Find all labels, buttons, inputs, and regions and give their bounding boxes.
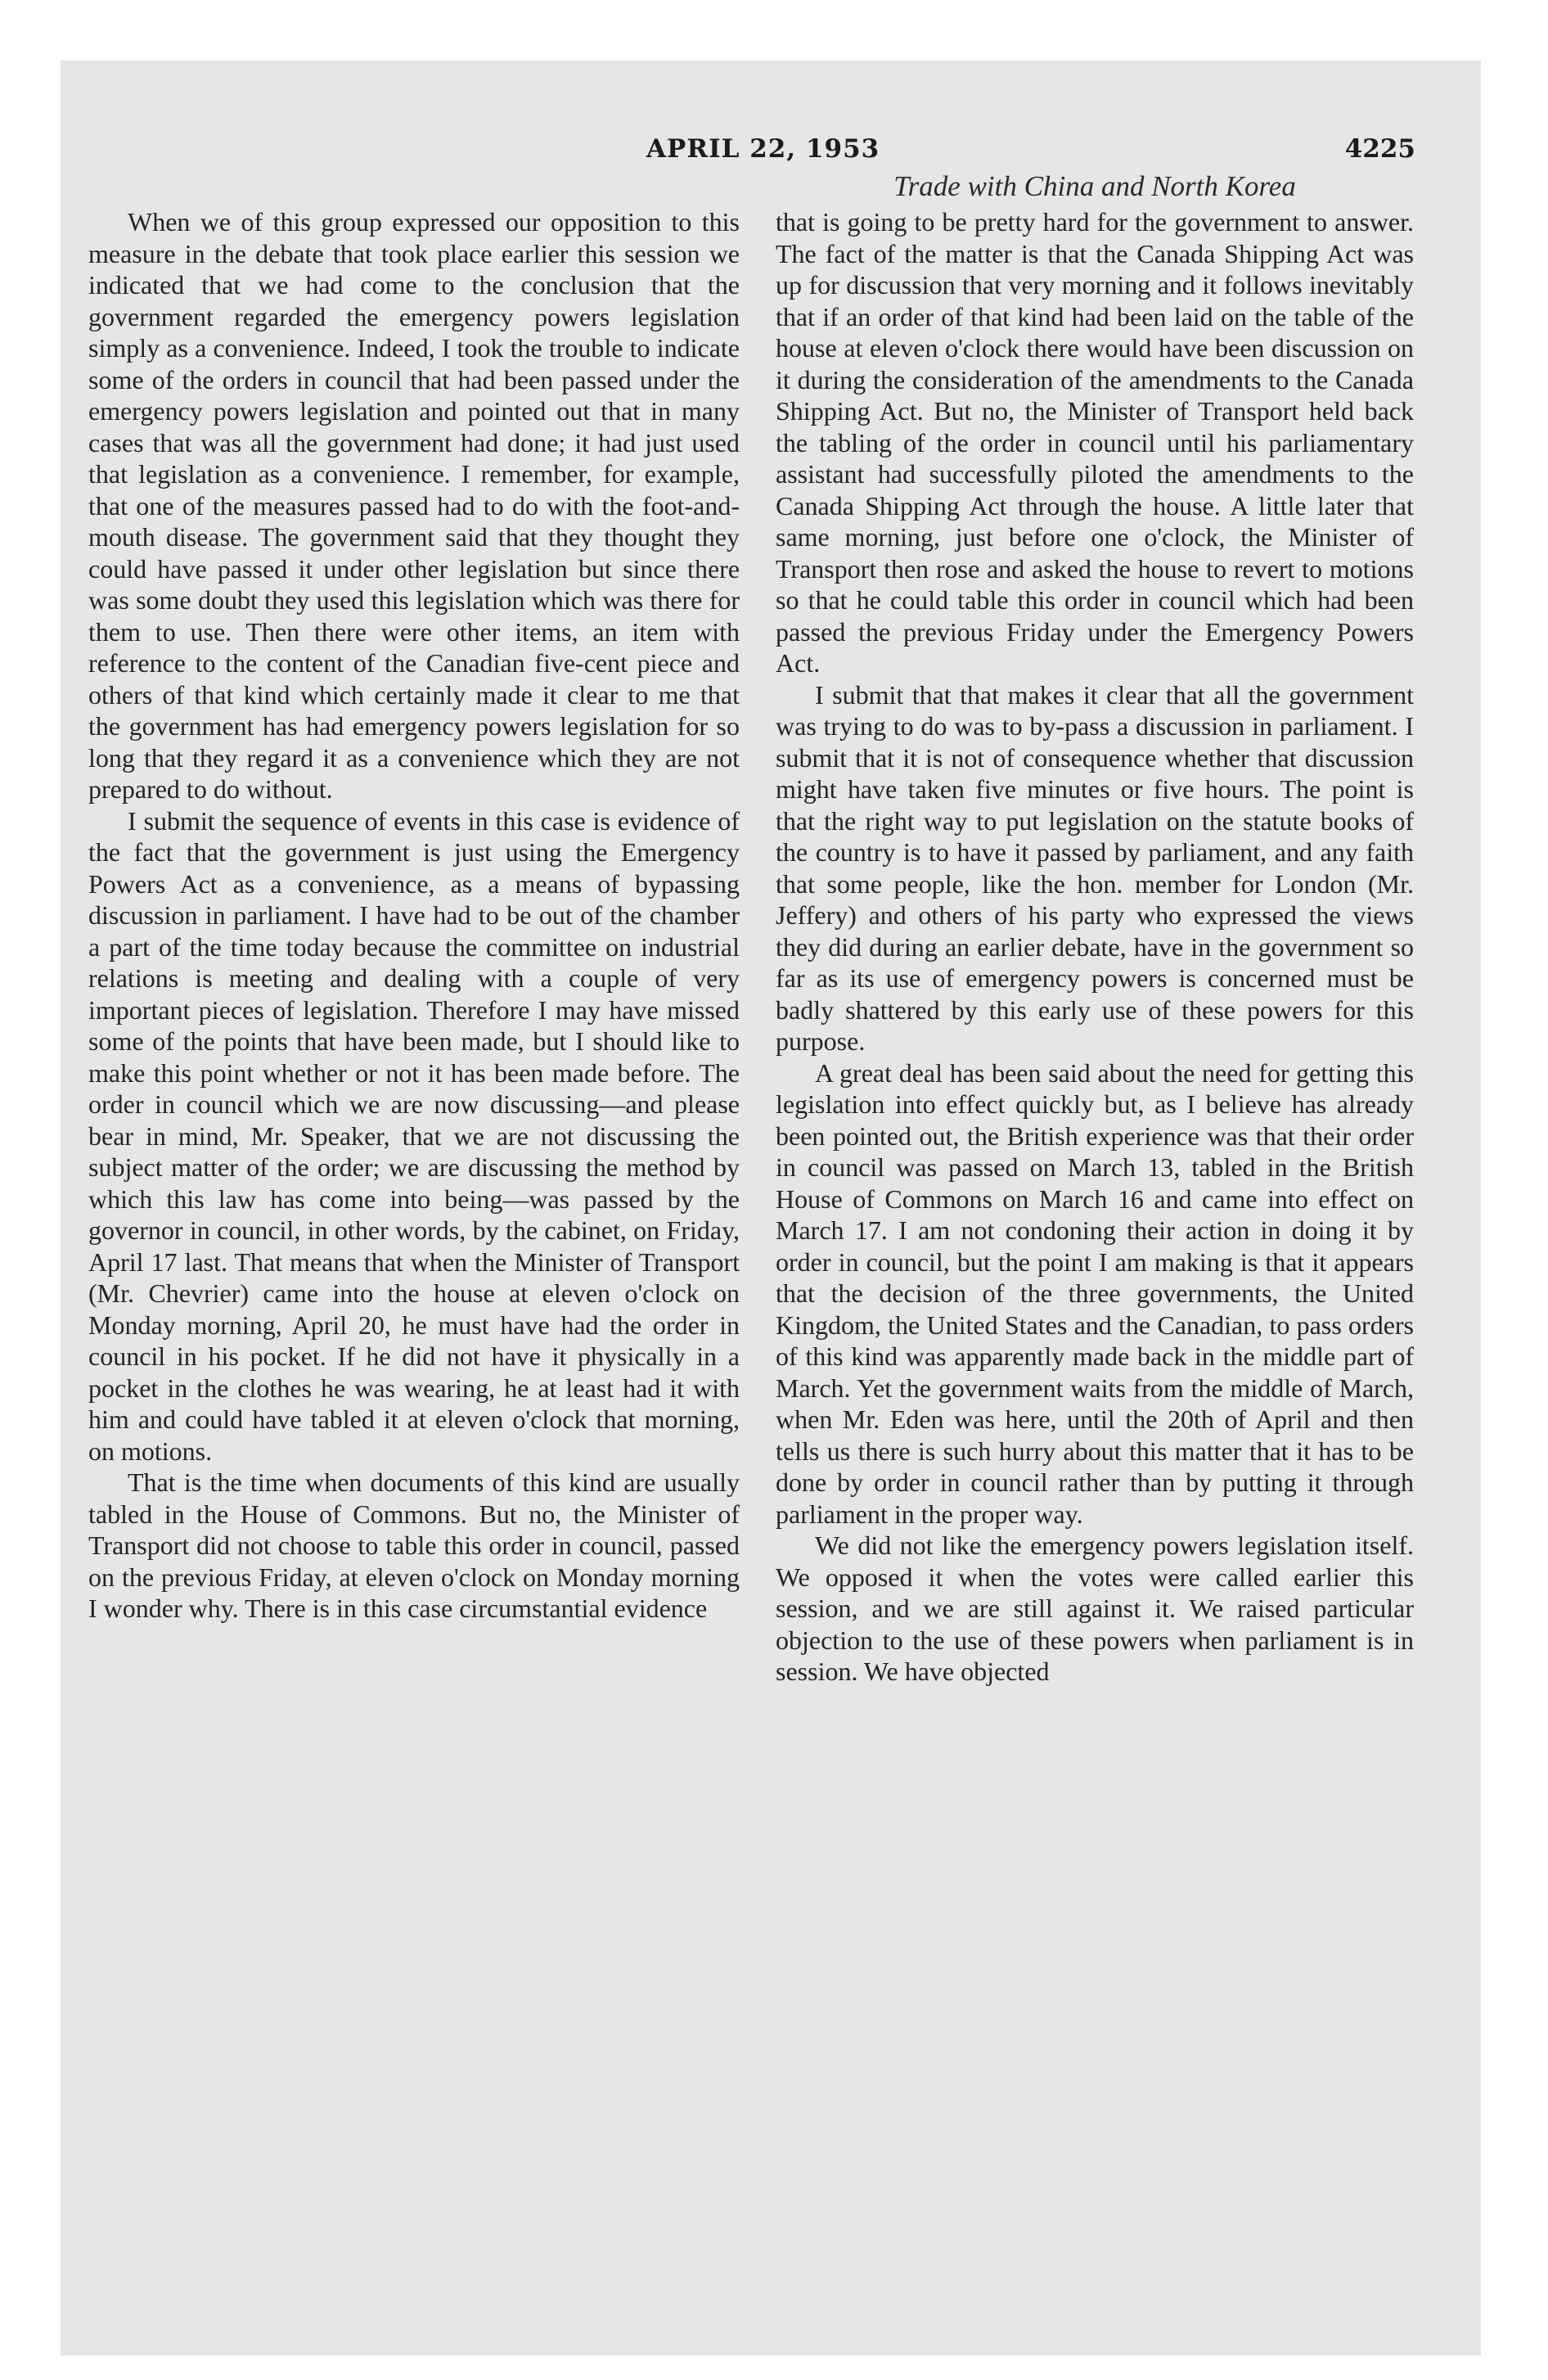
left-column (88, 206, 740, 1625)
running-head: Trade with China and North Korea (893, 170, 1296, 202)
header-date: APRIL 22, 1953 (646, 134, 880, 164)
page-number: 4225 (1344, 134, 1415, 164)
paragraph: A great deal has been said about the need for getting this legislation into effect quickly but, as I believe has already been pointed out, the British experience was that their order in council was passed on March 13, tabled in the British House of Commons on March 16 and came into effect on March 17. I am not condoning their action in doing it by order in council, but the point I am making is that it appears that the decision of the three governments, the United Kingdom, the United States and the Canadian, to pass orders of this kind was apparently made back in the middle part of March. Yet the government waits from the middle of March, when Mr. Eden was here, until the 20th of April and then tells us there is such hurry about this matter that it has to be done by order in council rather than by putting it through parliament in the proper way. (776, 1057, 1414, 1529)
paragraph-continued: that is going to be pretty hard for the government to answer. The fact of the matter is that the Canada Shipping Act was up for discussion that very morning and it follows inevitably that if an order of that kind had been laid on the table of the house at eleven o'clock there would have been discussion on it during the consideration of the amendments to the Canada Shipping Act. But no, the Minister of Transport held back the tabling of the order in council until his parliamentary assistant had successfully piloted the amendments to the Canada Shipping Act through the house. A little later that same morning, just before one o'clock, the Minister of Transport then rose and asked the house to revert to motions so that he could table this order in council which had been passed the previous Friday under the Emergency Powers Act. (776, 207, 1414, 678)
paragraph: I submit the sequence of events in this case is evidence of the fact that the government is just using the Emergency Powers Act as a convenience, as a means of bypassing discussion in parliament. I have had to be out of the chamber a part of the time today because the committee on industrial relations is meeting and dealing with a couple of very important pieces of legislation. Therefore I may have missed some of the points that have been made, but I should like to make this point whether or not it has been made before. The order in council which we are now discussing—and please bear in mind, Mr. Speaker, that we are not discussing the subject matter of the order; we are discussing the method by which this law has come into being—was passed by the governor in council, in other words, by the cabinet, on Friday, April 17 last. That means that when the Minister of Transport (Mr. Chevrier) came into the house at eleven o'clock on Monday morning, April 20, he must have had the order in council in his pocket. If he did not have it physically in a pocket in the clothes he was wearing, he at least had it with him and could have tabled it at eleven o'clock that morning, on motions. (88, 805, 740, 1466)
paragraph: When we of this group expressed our opposition to this measure in the debate that took place earlier this session we indicated that we had come to the conclusion that the government regarded the emergency powers legislation simply as a convenience. Indeed, I took the trouble to indicate some of the orders in council that had been passed under the emergency powers legislation and pointed out that in many cases that was all the government had done; it had just used that legislation as a convenience. I remember, for example, that one of the measures passed had to do with the foot-and-mouth disease. The government said that they thought they could have passed it under other legislation but since there was some doubt they used this legislation which was there for them to use. Then there were other items, an item with reference to the content of the Canadian five-cent piece and others of that kind which certainly made it clear to me that the government has had emergency powers legislation for so long that they regard it as a convenience which they are not prepared to do without. (88, 207, 740, 804)
scanned-page (61, 61, 1481, 2355)
paragraph: I submit that that makes it clear that all the government was trying to do was to by-pass a discussion in parliament. I submit that it is not of consequence whether that discussion might have taken five minutes or five hours. The point is that the right way to put legislation on the statute books of the country is to have it passed by parliament, and any faith that some people, like the hon. member for London (Mr. Jeffery) and others of his party who expressed the views they did during an earlier debate, have in the government so far as its use of emergency powers is concerned must be badly shattered by this early use of these powers for this purpose. (776, 679, 1414, 1056)
page-header (61, 134, 1481, 175)
paragraph: We did not like the emergency powers legislation itself. We opposed it when the votes were called earlier this session, and we are still against it. We raised particular objection to the use of these powers when parliament is in session. We have objected (776, 1530, 1414, 1686)
paragraph: That is the time when documents of this kind are usually tabled in the House of Commons. But no, the Minister of Transport did not choose to table this order in council, passed on the previous Friday, at eleven o'clock on Monday morning I wonder why. There is in this case circumstantial evidence (88, 1467, 740, 1623)
right-column (776, 206, 1414, 1688)
